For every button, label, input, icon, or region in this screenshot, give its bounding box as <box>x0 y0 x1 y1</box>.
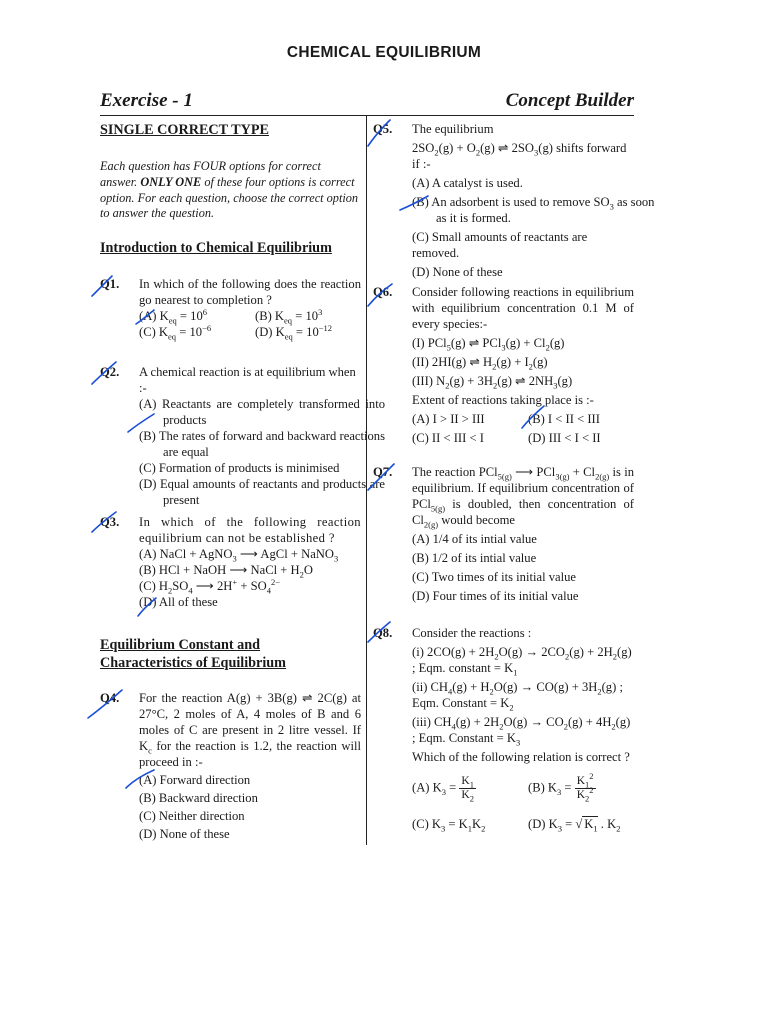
question-8 <box>373 625 635 832</box>
option-b: (B) Backward direction <box>139 791 258 805</box>
question-number: Q8. <box>373 626 393 640</box>
question-text: Consider the reactions : <box>412 626 532 640</box>
options-row <box>412 411 635 427</box>
option-c: (C) Formation of products is minimised <box>139 461 340 475</box>
page-title: CHEMICAL EQUILIBRIUM <box>286 44 482 61</box>
question-7 <box>373 464 635 604</box>
option-d: (D) None of these <box>139 827 230 841</box>
reaction-1: (I) PCl$_5$(g) ⇌ $PCl_3(g) + Cl_2(g)$ <box>412 336 565 353</box>
option-b: (B) $K_3$ = $\frac{K_1^2}{K_2^2}$ <box>528 771 594 804</box>
options-row <box>412 771 635 804</box>
section-intro-heading: Introduction to Chemical Equilibrium <box>100 240 332 256</box>
option-a: (A) Forward direction <box>139 773 251 787</box>
question-number: Q5. <box>373 122 393 136</box>
option-a: (A) 1/4 of its intial value <box>412 532 537 546</box>
option-d: (D) None of these <box>412 265 503 279</box>
option-d: (D) $K_{eq} = 10^{-12}$ <box>255 322 333 342</box>
question-number: Q2. <box>100 365 120 379</box>
question-number: Q1. <box>100 277 120 291</box>
question-number: Q6. <box>373 285 393 299</box>
reaction-ii: (ii) $CH_4(g) + H_2O(g) \to CO(g) + 3H_2(g)$ ; Eqm. Constant = $K_2$ <box>412 680 623 713</box>
option-b: (B) $K_{eq} = 10^3$ <box>255 306 323 326</box>
which-text: Which of the following relation is correct ? <box>412 750 630 764</box>
option-a: (A) A catalyst is used. <box>412 176 523 190</box>
option-d: (D) $K_3$ = √ $K_1$ . $K_2$ <box>528 817 621 834</box>
question-text: In which of the following reaction equilibrium can not be established ? <box>139 515 361 545</box>
option-d: (D) Four times of its initial value <box>412 589 579 603</box>
option-d: (D) All of these <box>139 595 218 609</box>
option-c: (C) $K_{eq} = 10^{-6}$ <box>139 322 212 342</box>
question-1 <box>100 276 362 340</box>
extent-text: Extent of reactions taking place is :- <box>412 393 594 407</box>
question-equation: $2SO_2(g) + O_2(g)$ ⇌ $2SO_3(g)$ shifts forward if :- <box>412 141 627 171</box>
option-d: (D) III < I < II <box>528 431 601 445</box>
concept-builder-heading: Concept Builder <box>505 90 634 111</box>
question-4 <box>100 690 362 842</box>
option-b: (B) HCl + NaOH ⟶ NaCl + $H_2O$ <box>139 563 313 580</box>
reaction-3: (III) $N_2(g) + 3H_2(g)$ ⇌ $2NH_3(g)$ <box>412 374 573 391</box>
option-b: (B) The rates of forward and backward reactions are equal <box>139 429 385 459</box>
option-a: (A) NaCl + AgNO$_3$ ⟶ AgCl + NaNO$_3$ <box>139 547 339 564</box>
question-6 <box>373 284 635 446</box>
question-text: In which of the following does the reaction go nearest to completion ? <box>139 277 361 307</box>
question-text: Consider following reactions in equilibrium with equilibrium concentration 0.1 M of every species:- <box>412 285 634 331</box>
question-number: Q4. <box>100 691 120 705</box>
question-text: The reaction PCl$_{5(g)}$ ⟶ $PCl_{3(g)} + Cl_{2(g)}$ is in equilibrium. If equilibrium concentration of PCl$_{5(g)}$ is doubled, then concentration of $Cl_{2(g)}$ would become <box>412 465 634 530</box>
option-a: (A) Reactants are completely transformed into products <box>139 397 385 427</box>
option-b: (B) I < II < III <box>528 412 600 426</box>
option-c: (C) II < III < I <box>412 431 484 445</box>
question-3 <box>100 514 362 610</box>
section-constant-heading: Equilibrium Constant and Characteristics of Equilibrium <box>100 637 287 671</box>
reaction-2: (II) 2HI(g) ⇌ $H_2(g) + I_2(g)$ <box>412 355 548 372</box>
instructions: Each question has FOUR options for correct answer. ONLY ONE of these four options is correct option. For each question, choose the correct option to answer the question. <box>100 159 359 221</box>
option-c: (C) $H_2SO_4$ ⟶ $2H^+ + SO_4^{2-}$ <box>139 576 280 596</box>
question-text: The equilibrium <box>412 122 494 136</box>
option-c: (C) $K_3 = K_1K_2$ <box>412 817 486 834</box>
option-b: (B) 1/2 of its intial value <box>412 551 537 565</box>
option-c: (C) Two times of its initial value <box>412 570 576 584</box>
options-row <box>412 430 635 446</box>
header-rule <box>100 115 634 116</box>
option-c: (C) Small amounts of reactants are removed. <box>412 230 588 260</box>
option-a: (A) I > II > III <box>412 412 485 426</box>
option-d: (D) Equal amounts of reactants and products are present <box>139 477 385 507</box>
single-correct-heading: SINGLE CORRECT TYPE <box>100 122 269 138</box>
question-text: For the reaction A(g) + 3B(g) ⇌ 2C(g) at 27°C, 2 moles of A, 4 moles of B and 6 moles of C are present in 2 litre vessel. If $K_c$ for the reaction is 1.2, the reaction will proceed in :- <box>139 691 361 769</box>
reaction-i: (i) $2CO(g) + 2H_2O(g) \to 2CO_2(g) + 2H_2(g)$ ; Eqm. constant = $K_1$ <box>412 645 632 678</box>
question-text: A chemical reaction is at equilibrium when :- <box>139 365 356 395</box>
option-b: (B) An adsorbent is used to remove $SO_3$ as soon as it is formed. <box>412 195 655 225</box>
question-5 <box>373 121 655 280</box>
options-row <box>412 816 635 832</box>
option-a: (A) $K_3$ = $\frac{K_1}{K_2}$ <box>412 775 474 804</box>
question-number: Q3. <box>100 515 120 529</box>
option-a: (A) $K_{eq} = 10^6$ <box>139 306 208 326</box>
options-row <box>139 324 362 340</box>
options-row <box>139 308 362 324</box>
option-c: (C) Neither direction <box>139 809 245 823</box>
question-number: Q7. <box>373 465 393 479</box>
exercise-heading: Exercise - 1 <box>100 90 193 111</box>
reaction-iii: (iii) $CH_4(g) + 2H_2O(g) \to CO_2(g) + 4H_2(g)$ ; Eqm. Constant = $K_3$ <box>412 715 631 748</box>
